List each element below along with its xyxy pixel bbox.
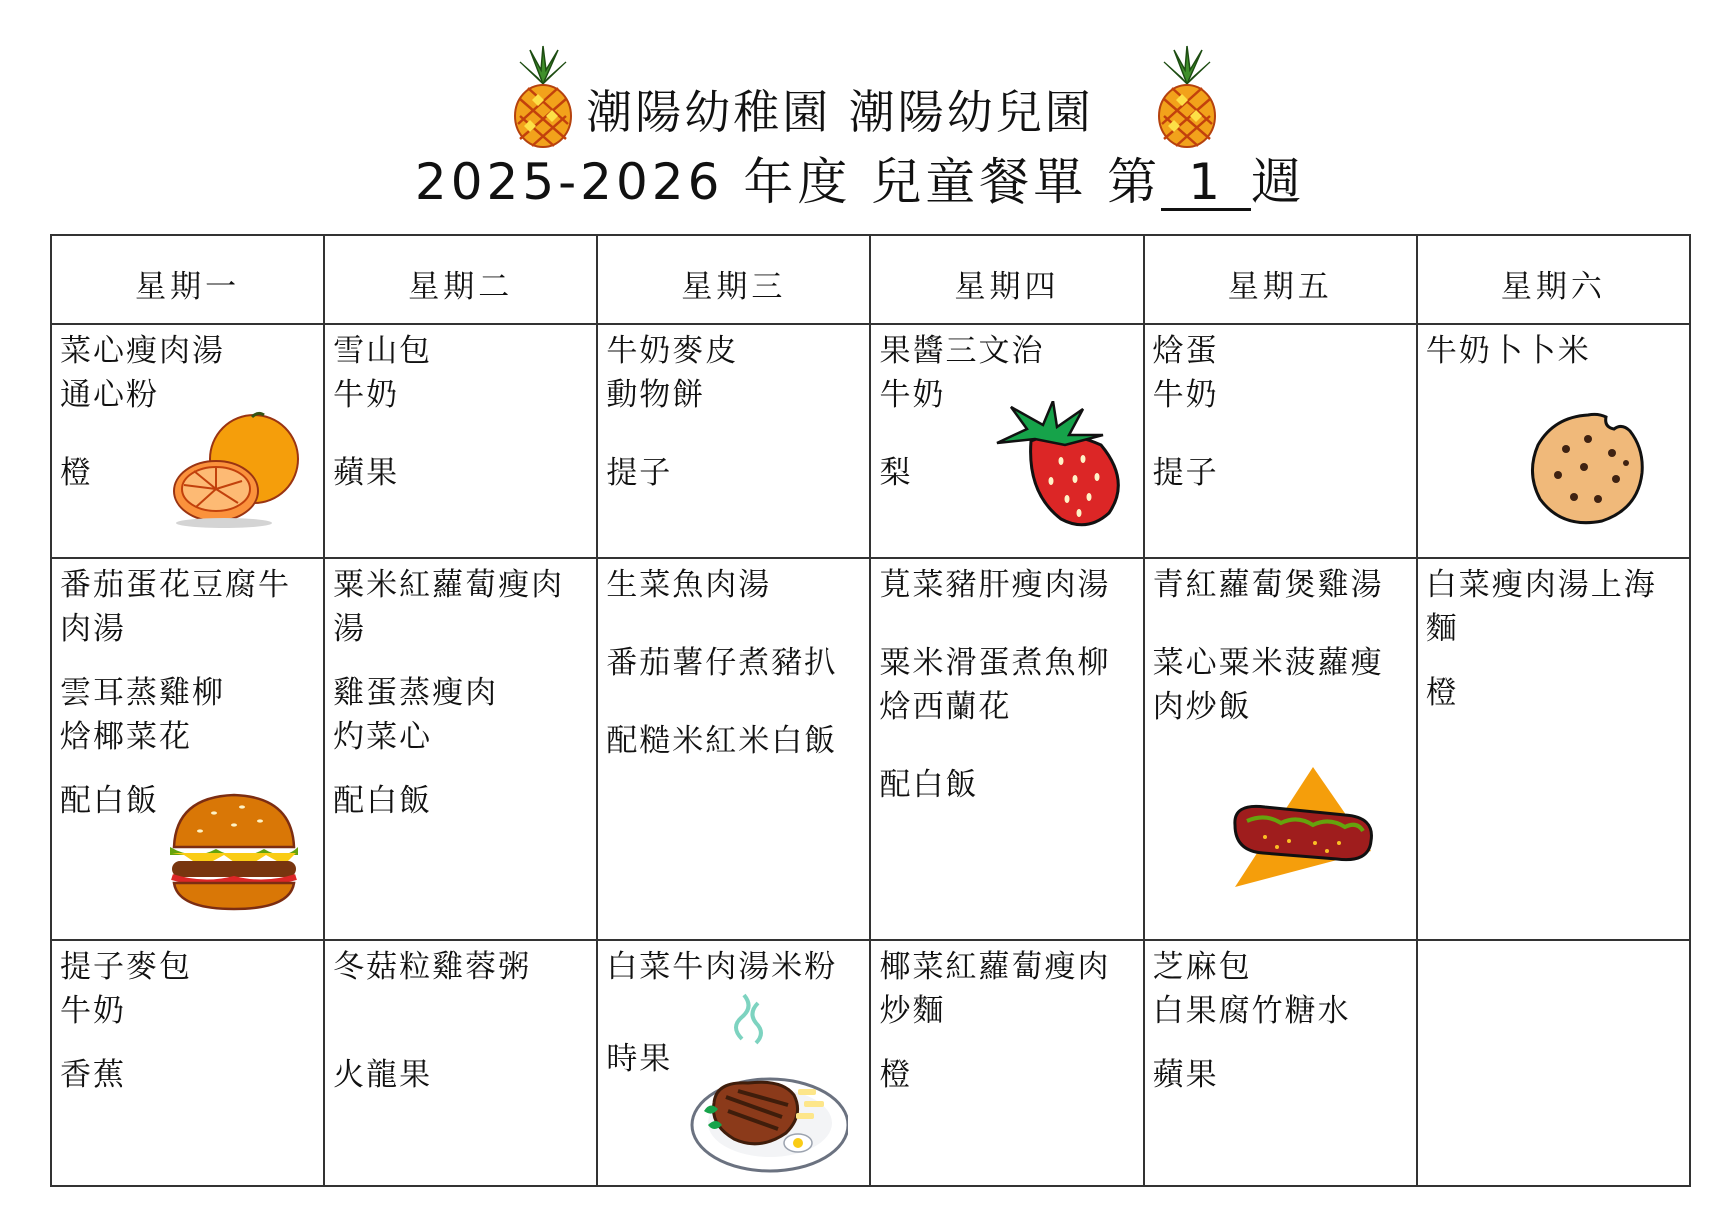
soup-item: 莧菜豬肝瘦肉湯 xyxy=(879,567,1111,603)
menu-cell xyxy=(51,558,324,940)
menu-item: 芝麻包 xyxy=(1152,949,1252,985)
menu-table xyxy=(50,234,1691,1187)
soup-item: 番茄蛋花豆腐牛肉湯 xyxy=(60,567,291,647)
menu-cell xyxy=(597,324,870,558)
menu-item: 雪山包 xyxy=(333,333,433,369)
menu-row-lunch xyxy=(51,558,1690,940)
menu-item: 菜心粟米菠蘿瘦肉炒飯 xyxy=(1152,645,1384,725)
day-header-thu: 星期四 xyxy=(870,235,1143,324)
day-header-row xyxy=(51,235,1690,324)
fruit-item: 橙 xyxy=(879,1057,913,1093)
menu-item: 冬菇粒雞蓉粥 xyxy=(333,949,532,985)
fruit-item: 橙 xyxy=(60,455,93,491)
orange-icon xyxy=(172,411,302,529)
menu-item: 牛奶 xyxy=(333,377,400,413)
soup-item: 青紅蘿蔔煲雞湯 xyxy=(1152,567,1384,603)
soup-item: 粟米紅蘿蔔瘦肉湯 xyxy=(333,567,565,647)
burger-icon xyxy=(164,791,304,913)
hotdog-icon xyxy=(1225,767,1381,887)
fruit-item: 時果 xyxy=(606,1041,673,1077)
cookie-icon xyxy=(1526,409,1650,529)
menu-cell xyxy=(1417,558,1690,940)
menu-cell-empty xyxy=(1417,940,1690,1186)
menu-item: 牛奶卜卜米 xyxy=(1425,333,1591,369)
day-header-mon: 星期一 xyxy=(51,235,324,324)
fruit-item: 提子 xyxy=(606,455,673,491)
menu-item: 動物餅 xyxy=(606,377,706,413)
page-title xyxy=(340,150,1380,214)
rice-item: 配白飯 xyxy=(879,767,979,803)
soup-item: 生菜魚肉湯 xyxy=(606,567,772,603)
menu-item: 牛奶 xyxy=(60,993,126,1029)
menu-cell xyxy=(870,324,1143,558)
day-header-wed: 星期三 xyxy=(597,235,870,324)
menu-item: 牛奶 xyxy=(879,377,946,413)
title-suffix: 週 xyxy=(1251,153,1306,211)
menu-cell xyxy=(1144,940,1417,1186)
fruit-item: 火龍果 xyxy=(333,1057,433,1093)
menu-cell xyxy=(1417,324,1690,558)
menu-cell xyxy=(51,940,324,1186)
soup-item: 白菜瘦肉湯上海麵 xyxy=(1425,567,1657,647)
fruit-item: 蘋果 xyxy=(333,455,400,491)
menu-cell xyxy=(324,324,597,558)
menu-item: 牛奶 xyxy=(1152,377,1219,413)
menu-item: 果醬三文治 xyxy=(879,333,1045,369)
menu-cell xyxy=(1144,324,1417,558)
menu-item: 雲耳蒸雞柳 xyxy=(60,675,225,711)
rice-item: 配白飯 xyxy=(60,783,159,819)
menu-item: 白果腐竹糖水 xyxy=(1152,993,1351,1029)
day-header-sat: 星期六 xyxy=(1417,235,1690,324)
menu-item: 通心粉 xyxy=(60,377,159,413)
fruit-item: 提子 xyxy=(1152,455,1219,491)
title-prefix: 2025-2026 年度 兒童餐單 第 xyxy=(414,153,1162,211)
menu-cell xyxy=(324,558,597,940)
fruit-item: 蘋果 xyxy=(1152,1057,1219,1093)
menu-row-morning xyxy=(51,324,1690,558)
menu-item: 粟米滑蛋煮魚柳 xyxy=(879,645,1111,681)
menu-cell xyxy=(597,940,870,1186)
menu-item: 白菜牛肉湯米粉 xyxy=(606,949,838,985)
fruit-item: 香蕉 xyxy=(60,1057,126,1093)
menu-item: 菜心瘦肉湯 xyxy=(60,333,225,369)
menu-item: 椰菜紅蘿蔔瘦肉炒麵 xyxy=(879,949,1111,1029)
menu-cell xyxy=(324,940,597,1186)
day-header-fri: 星期五 xyxy=(1144,235,1417,324)
menu-item: 番茄薯仔煮豬扒 xyxy=(606,645,838,681)
menu-item: 焓蛋 xyxy=(1152,333,1219,369)
menu-item: 雞蛋蒸瘦肉 xyxy=(333,675,499,711)
menu-item: 灼菜心 xyxy=(333,719,433,755)
week-number: 1 xyxy=(1161,156,1251,211)
menu-cell xyxy=(870,940,1143,1186)
menu-cell xyxy=(1144,558,1417,940)
rice-item: 配糙米紅米白飯 xyxy=(606,723,838,759)
rice-item: 配白飯 xyxy=(333,783,433,819)
menu-item: 焓椰菜花 xyxy=(60,719,192,755)
day-header-tue: 星期二 xyxy=(324,235,597,324)
menu-cell xyxy=(597,558,870,940)
fruit-item: 梨 xyxy=(879,455,913,491)
menu-row-afternoon xyxy=(51,940,1690,1186)
fruit-item: 橙 xyxy=(1425,675,1459,711)
menu-item: 牛奶麥皮 xyxy=(606,333,739,369)
menu-cell xyxy=(51,324,324,558)
menu-item: 提子麥包 xyxy=(60,949,192,985)
menu-cell xyxy=(870,558,1143,940)
menu-header xyxy=(0,0,1720,230)
strawberry-icon xyxy=(991,401,1127,531)
menu-item: 焓西蘭花 xyxy=(879,689,1012,725)
school-names: 潮陽幼稚園 潮陽幼兒園 xyxy=(586,85,1094,139)
steak-plate-icon xyxy=(686,993,848,1179)
